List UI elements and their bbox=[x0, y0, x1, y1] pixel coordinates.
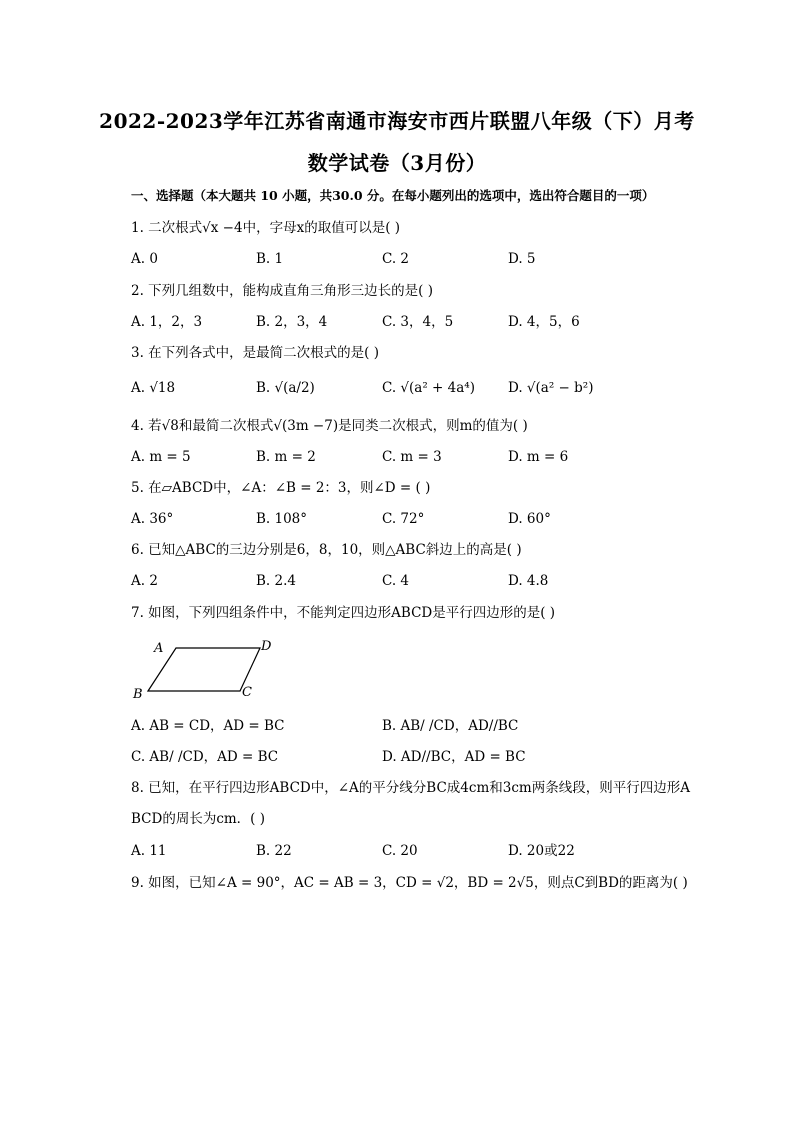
q5-option-a: A. 36° bbox=[131, 511, 174, 527]
question-8-stem: 8. 已知，在平行四边形ABCD中，∠A的平分线分BC成4cm和3cm两条线段，则平行四边形A bbox=[131, 780, 690, 796]
q3-option-b: B. √(a/2) bbox=[256, 380, 315, 396]
q4-option-d: D. m = 6 bbox=[508, 449, 569, 465]
question-9-stem: 9. 如图，已知∠A = 90°，AC = AB = 3，CD = √2，BD = 2√5，则点C到BD的距离为( ) bbox=[131, 875, 688, 891]
q8-option-b: B. 22 bbox=[256, 843, 292, 859]
question-4-stem: 4. 若√8和最简二次根式√(3m −7)是同类二次根式，则m的值为( ) bbox=[131, 418, 528, 434]
q4-option-c: C. m = 3 bbox=[382, 449, 442, 465]
q2-option-b: B. 2，3，4 bbox=[256, 314, 328, 330]
q6-option-c: C. 4 bbox=[382, 573, 410, 589]
q1-option-d: D. 5 bbox=[508, 251, 536, 267]
q2-option-c: C. 3，4，5 bbox=[382, 314, 454, 330]
q8-option-a: A. 11 bbox=[131, 843, 167, 859]
q7-option-a: A. AB = CD，AD = BC bbox=[131, 718, 285, 734]
question-6-stem: 6. 已知△ABC的三边分别是6，8，10，则△ABC斜边上的高是( ) bbox=[131, 542, 522, 558]
q4-option-a: A. m = 5 bbox=[131, 449, 191, 465]
q8-option-d: D. 20或22 bbox=[508, 843, 575, 859]
q7-option-c: C. AB/ /CD，AD = BC bbox=[131, 749, 279, 765]
q3-option-c: C. √(a² + 4a⁴) bbox=[382, 380, 475, 396]
figure-label-a: A bbox=[154, 641, 164, 656]
q6-option-b: B. 2.4 bbox=[256, 573, 296, 589]
question-3-stem: 3. 在下列各式中，是最简二次根式的是( ) bbox=[131, 345, 379, 361]
figure-label-c: C bbox=[242, 685, 252, 700]
q3-option-d: D. √(a² − b²) bbox=[508, 380, 594, 396]
q8-option-c: C. 20 bbox=[382, 843, 418, 859]
q6-option-a: A. 2 bbox=[131, 573, 158, 589]
figure-label-d: D bbox=[261, 639, 272, 654]
q7-option-b: B. AB/ /CD，AD//BC bbox=[382, 718, 519, 734]
q1-option-a: A. 0 bbox=[131, 251, 158, 267]
exam-title-line2: 数学试卷（3月份） bbox=[307, 151, 487, 175]
q6-option-d: D. 4.8 bbox=[508, 573, 549, 589]
q5-option-d: D. 60° bbox=[508, 511, 551, 527]
figure-label-b: B bbox=[133, 687, 143, 702]
q5-option-c: C. 72° bbox=[382, 511, 425, 527]
question-2-stem: 2. 下列几组数中，能构成直角三角形三边长的是( ) bbox=[131, 283, 433, 299]
question-7-stem: 7. 如图，下列四组条件中，不能判定四边形ABCD是平行四边形的是( ) bbox=[131, 605, 556, 621]
exam-title-line1: 2022-2023学年江苏省南通市海安市西片联盟八年级（下）月考 bbox=[99, 109, 695, 133]
q2-option-a: A. 1，2，3 bbox=[131, 314, 203, 330]
q3-option-a: A. √18 bbox=[131, 380, 176, 396]
parallelogram-figure bbox=[128, 636, 278, 704]
question-8-stem-cont: BCD的周长为cm．( ) bbox=[131, 811, 266, 827]
q7-option-d: D. AD//BC，AD = BC bbox=[382, 749, 526, 765]
section-heading: 一、选择题（本大题共 10 小题，共30.0 分。在每小题列出的选项中，选出符合题目的一项） bbox=[131, 188, 655, 203]
q5-option-b: B. 108° bbox=[256, 511, 308, 527]
q4-option-b: B. m = 2 bbox=[256, 449, 316, 465]
question-5-stem: 5. 在▱ABCD中，∠A：∠B = 2：3，则∠D = ( ) bbox=[131, 480, 431, 496]
q2-option-d: D. 4，5，6 bbox=[508, 314, 580, 330]
q1-option-c: C. 2 bbox=[382, 251, 410, 267]
q1-option-b: B. 1 bbox=[256, 251, 284, 267]
question-1-stem: 1. 二次根式√x −4中，字母x的取值可以是( ) bbox=[131, 220, 401, 236]
